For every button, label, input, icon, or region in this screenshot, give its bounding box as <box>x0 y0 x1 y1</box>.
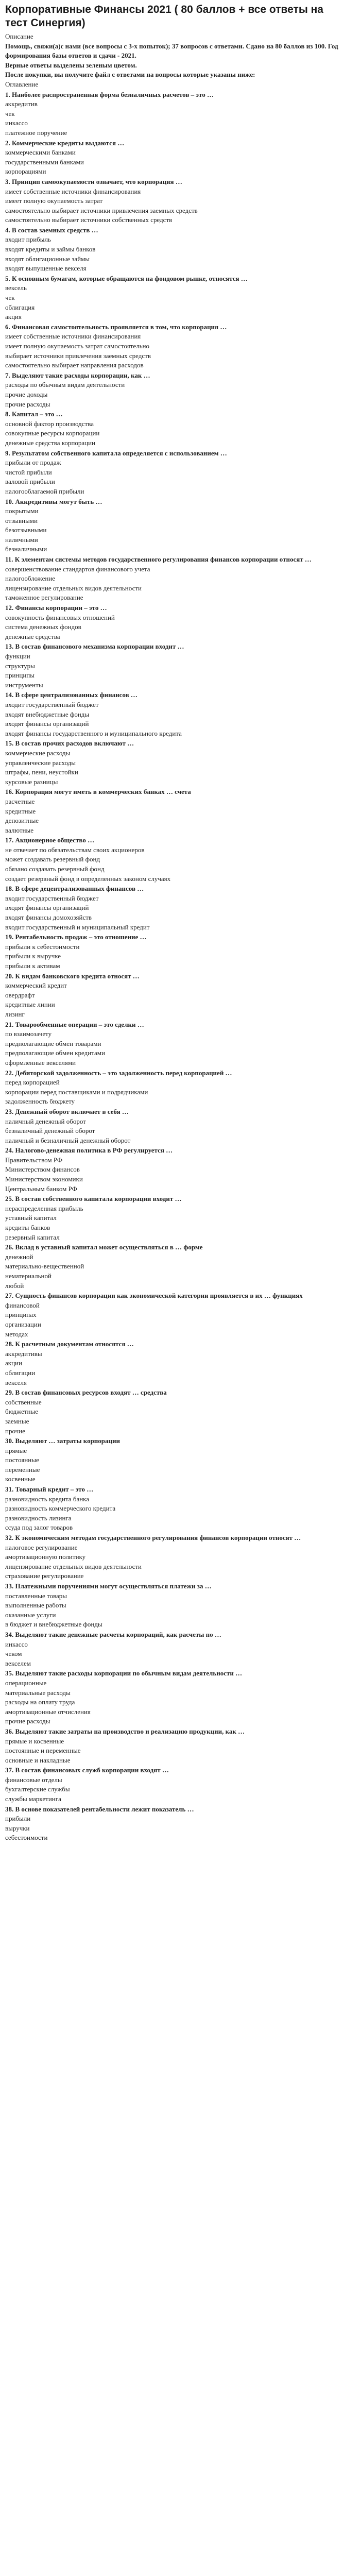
answer-option: задолженность бюджету <box>5 1097 75 1106</box>
question-text: 4. В состав заемных средств … <box>5 226 98 234</box>
answer-option: Министерством финансов <box>5 1165 80 1174</box>
question-text: 31. Товарный кредит – это … <box>5 1485 94 1494</box>
answer-option: безналичными <box>5 545 47 553</box>
answer-option: прибыли <box>5 1815 31 1823</box>
answer-option: управленческие расходы <box>5 758 76 767</box>
answer-option: входят финансы государственного и муниципального кредита <box>5 729 182 737</box>
answer-option: службы маркетинга <box>5 1795 61 1803</box>
question-text: 3. Принцип самоокупаемости означает, что корпорация … <box>5 177 182 185</box>
answer-option: входят внебюджетные фонды <box>5 710 90 718</box>
question-text: 28. К расчетным документам относятся … <box>5 1340 134 1348</box>
question-text: 23. Денежный оборот включает в себя … <box>5 1107 129 1115</box>
intro-line: После покупки, вы получите файл с ответами на вопросы которые указаны ниже: <box>5 71 255 79</box>
question-text: 37. В состав финансовых служб корпорации входят … <box>5 1766 169 1774</box>
question-text: 10. Аккредитивы могут быть … <box>5 497 102 505</box>
answer-option: наличный и безналичный денежный оборот <box>5 1136 131 1144</box>
answer-option: лицензирование отдельных видов деятельности <box>5 1562 142 1570</box>
question-block <box>5 226 346 274</box>
answer-option: инкассо <box>5 119 28 127</box>
question-block <box>5 1340 346 1387</box>
answer-option: система денежных фондов <box>5 623 81 631</box>
question-block <box>5 497 346 555</box>
answer-option: выполненные работы <box>5 1601 66 1609</box>
question-block <box>5 1766 346 1804</box>
answer-option: основной фактор производства <box>5 419 94 428</box>
answer-option: перед корпорацией <box>5 1078 60 1087</box>
answer-option: векселем <box>5 1659 31 1667</box>
answer-option: прочие <box>5 1427 25 1435</box>
question-block <box>5 836 346 884</box>
answer-option: выбирает источники привлечения заемных средств <box>5 351 151 360</box>
answer-option: векселя <box>5 1378 27 1386</box>
answer-option: самостоятельно выбирает источники привлечения заемных средств <box>5 206 198 214</box>
question-text: 16. Корпорация могут иметь в коммерческих банках … счета <box>5 788 191 796</box>
answer-option: депозитные <box>5 817 39 825</box>
answer-option: аккредитивы <box>5 1349 42 1358</box>
answer-option: ссуда под залог товаров <box>5 1523 73 1532</box>
answer-option: резервный капитал <box>5 1233 60 1241</box>
answer-option: прибыли к активам <box>5 962 60 970</box>
answer-option: совокупность финансовых отношений <box>5 613 115 621</box>
intro-section <box>5 32 346 90</box>
answer-option: предполагающие обмен кредитами <box>5 1049 105 1057</box>
question-text: 36. Выделяют такие затраты на производство и реализацию продукции, как … <box>5 1727 245 1735</box>
answer-option: расходы на оплату труда <box>5 1698 75 1706</box>
question-block <box>5 1243 346 1291</box>
answer-option: корпорациями <box>5 167 46 176</box>
answer-option: прибыли к себестоимости <box>5 942 80 951</box>
answer-option: бухгалтерские службы <box>5 1785 70 1793</box>
question-text: 24. Налогово-денежная политика в РФ регулируется … <box>5 1146 173 1155</box>
answer-option: прочие доходы <box>5 390 48 398</box>
answer-option: финансовой <box>5 1301 40 1309</box>
intro-line: Оглавление <box>5 80 39 88</box>
question-text: 11. К элементам системы методов государственного регулирования финансов корпорации относят … <box>5 555 312 564</box>
answer-option: безотзывными <box>5 526 47 534</box>
question-block <box>5 642 346 690</box>
answer-option: принципах <box>5 1311 37 1319</box>
answer-option: курсовые разницы <box>5 777 58 786</box>
answer-option: прочие расходы <box>5 1717 50 1725</box>
answer-option: таможенное регулирование <box>5 594 83 602</box>
answer-option: овердрафт <box>5 991 35 999</box>
question-text: 20. К видам банковского кредита относят … <box>5 972 140 980</box>
question-block <box>5 1669 346 1726</box>
question-text: 12. Финансы корпорации – это … <box>5 604 107 612</box>
answer-option: входят облигационные займы <box>5 255 90 263</box>
answer-option: оказанные услуги <box>5 1611 56 1619</box>
questions-section <box>5 90 346 1843</box>
answer-option: валовой прибыли <box>5 478 55 486</box>
question-text: 5. К основным бумагам, которые обращаются на фондовом рынке, относятся … <box>5 274 248 282</box>
question-text: 22. Дебиторской задолженность – это задолженность перед корпорацией … <box>5 1069 232 1077</box>
answer-option: выручки <box>5 1824 30 1832</box>
answer-option: денежные средства <box>5 632 60 640</box>
answer-option: вексель <box>5 284 27 292</box>
question-text: 32. К экономическим методам государственного регулирования финансов корпорации относят … <box>5 1534 301 1542</box>
answer-option: входит прибыль <box>5 235 51 244</box>
answer-option: расчетные <box>5 797 35 805</box>
answer-option: постоянные и переменные <box>5 1747 81 1755</box>
answer-option: Правительством РФ <box>5 1156 63 1164</box>
answer-option: себестоимости <box>5 1834 48 1842</box>
answer-option: совершенствование стандартов финансового учета <box>5 565 150 573</box>
question-block <box>5 1436 346 1484</box>
answer-option: прибыли от продаж <box>5 459 61 467</box>
answer-option: лицензирование отдельных видов деятельности <box>5 584 142 592</box>
question-block <box>5 274 346 322</box>
answer-option: акция <box>5 313 22 321</box>
answer-option: инструменты <box>5 681 43 689</box>
answer-option: безналичный денежный оборот <box>5 1127 95 1135</box>
answer-option: косвенные <box>5 1475 36 1483</box>
answer-option: входят финансы домохозяйств <box>5 913 92 922</box>
answer-option: наличными <box>5 535 38 544</box>
question-text: 13. В состав финансового механизма корпорации входит … <box>5 642 184 651</box>
answer-option: структуры <box>5 662 35 670</box>
answer-option: по взаимозачету <box>5 1030 52 1038</box>
answer-option: Центральным банком РФ <box>5 1184 77 1193</box>
answer-option: прочие расходы <box>5 400 50 408</box>
answer-option: материально-вещественной <box>5 1262 84 1270</box>
answer-option: коммерческий кредит <box>5 981 67 990</box>
question-text: 15. В состав прочих расходов включают … <box>5 739 134 748</box>
answer-option: имеет собственные источники финансирования <box>5 187 141 195</box>
question-block <box>5 90 346 138</box>
intro-line: Верные ответы выделены зеленым цветом. <box>5 61 137 69</box>
answer-option: обязано создавать резервный фонд <box>5 865 105 873</box>
answer-option: нераспределенная прибыль <box>5 1204 83 1212</box>
question-block <box>5 449 346 497</box>
answer-option: материальные расходы <box>5 1688 71 1697</box>
answer-option: организации <box>5 1320 41 1328</box>
answer-option: прибыли к выручке <box>5 952 61 960</box>
answer-option: чистой прибыли <box>5 468 52 476</box>
answer-option: кредиты банков <box>5 1224 50 1232</box>
question-text: 2. Коммерческие кредиты выдаются … <box>5 139 125 147</box>
answer-option: акции <box>5 1359 22 1367</box>
question-block <box>5 1020 346 1068</box>
answer-option: инкассо <box>5 1640 28 1648</box>
answer-option: принципы <box>5 671 35 680</box>
answer-option: кредитные линии <box>5 1001 55 1009</box>
question-block <box>5 972 346 1020</box>
answer-option: собственные <box>5 1398 42 1406</box>
answer-option: денежной <box>5 1252 33 1261</box>
answer-option: валютные <box>5 826 34 834</box>
answer-option: прямые <box>5 1446 27 1454</box>
answer-option: основные и накладные <box>5 1756 71 1764</box>
question-block <box>5 177 346 225</box>
answer-option: прямые и косвенные <box>5 1737 64 1745</box>
answer-option: финансовые отделы <box>5 1775 62 1784</box>
answer-option: расходы по обычным видам деятельности <box>5 381 125 389</box>
answer-option: амортизационную политику <box>5 1553 86 1561</box>
answer-option: штрафы, пени, неустойки <box>5 768 78 776</box>
question-text: 29. В состав финансовых ресурсов входят … средства <box>5 1388 167 1397</box>
intro-line: Помощь, свяжи(а)с нами (все вопросы с 3-х попыток); 37 вопросов с ответами. Сдано на 80 баллов из 100. Год формирования базы ответов и сдачи - 2021. <box>5 42 338 60</box>
question-text: 14. В сфере централизованных финансов … <box>5 691 137 699</box>
answer-option: предполагающие обмен товарами <box>5 1039 101 1047</box>
answer-option: коммерческие расходы <box>5 749 71 757</box>
question-block <box>5 1146 346 1194</box>
question-text: 6. Финансовая самостоятельность проявляется в том, что корпорация … <box>5 323 227 331</box>
question-text: 35. Выделяют такие расходы корпорации по обычным видам деятельности … <box>5 1669 243 1677</box>
answer-option: совокупные ресурсы корпорации <box>5 429 100 437</box>
answer-option: Министерством экономики <box>5 1175 83 1183</box>
question-block <box>5 1069 346 1107</box>
answer-option: самостоятельно выбирает направления расходов <box>5 361 144 369</box>
answer-option: налогообложение <box>5 574 56 583</box>
answer-option: страхование регулирование <box>5 1572 84 1580</box>
question-text: 25. В состав собственного капитала корпорации входит … <box>5 1195 182 1203</box>
answer-option: постоянные <box>5 1456 39 1464</box>
question-text: 30. Выделяют … затраты корпорации <box>5 1437 120 1445</box>
answer-option: корпорации перед поставщиками и подрядчиками <box>5 1088 148 1096</box>
question-text: 27. Сущность финансов корпорации как экономической категории проявляется в их … функциях <box>5 1292 303 1300</box>
answer-option: имеет полную окупаемость затрат <box>5 197 103 205</box>
answer-option: методах <box>5 1330 28 1338</box>
answer-option: амортизационные отчисления <box>5 1707 91 1716</box>
answer-option: покрытыми <box>5 507 39 515</box>
question-block <box>5 739 346 787</box>
answer-option: заемные <box>5 1417 29 1425</box>
answer-option: функции <box>5 652 30 660</box>
answer-option: переменные <box>5 1465 40 1473</box>
question-block <box>5 555 346 603</box>
answer-option: отзывными <box>5 516 38 524</box>
answer-option: создает резервный фонд в определенных законом случаях <box>5 874 171 883</box>
answer-option: разновидность коммерческого кредита <box>5 1504 116 1513</box>
answer-option: лизинг <box>5 1010 25 1018</box>
question-block <box>5 1194 346 1242</box>
answer-option: входит государственный бюджет <box>5 700 99 708</box>
question-text: 21. Товарообменные операции – это сделки … <box>5 1020 144 1028</box>
question-block <box>5 323 346 370</box>
answer-option: наличный денежный оборот <box>5 1117 86 1125</box>
question-block <box>5 1630 346 1668</box>
answer-option: самостоятельно выбирает источники собственных средств <box>5 216 173 224</box>
answer-option: входит государственный и муниципальный кредит <box>5 923 150 931</box>
answer-option: аккредитив <box>5 100 38 108</box>
question-block <box>5 410 346 448</box>
question-text: 1. Наиболее распространенная форма безналичных расчетов – это … <box>5 90 214 98</box>
question-text: 9. Результатом собственного капитала определяется с использованием … <box>5 449 227 457</box>
question-block <box>5 1805 346 1843</box>
question-text: 34. Выделяют такие денежные расчеты корпораций, как расчеты по … <box>5 1630 221 1638</box>
answer-option: чеком <box>5 1650 22 1658</box>
answer-option: операционные <box>5 1679 47 1687</box>
question-block <box>5 1485 346 1533</box>
answer-option: платежное поручение <box>5 128 67 137</box>
answer-option: имеет собственные источники финансирования <box>5 332 141 341</box>
question-text: 19. Рентабельность продаж – это отношение … <box>5 933 147 941</box>
question-block <box>5 690 346 738</box>
question-text: 17. Акционерное общество … <box>5 836 95 844</box>
answer-option: поставленные товары <box>5 1591 67 1600</box>
question-block <box>5 371 346 409</box>
question-text: 38. В основе показателей рентабельности лежит показатель … <box>5 1805 194 1813</box>
answer-option: государственными банками <box>5 158 84 166</box>
answer-option: входят финансы организаций <box>5 904 89 912</box>
question-text: 26. Вклад в уставный капитал может осуществляться в … форме <box>5 1243 203 1251</box>
answer-option: налогооблагаемой прибыли <box>5 487 84 495</box>
question-block <box>5 1388 346 1436</box>
answer-option: бюджетные <box>5 1408 39 1416</box>
question-block <box>5 884 346 932</box>
answer-option: входят кредиты и займы банков <box>5 245 96 253</box>
answer-option: разновидность кредита банка <box>5 1495 90 1503</box>
answer-option: чек <box>5 294 15 302</box>
answer-option: может создавать резервный фонд <box>5 855 100 863</box>
answer-option: имеет полную окупаемость затрат самостоятельно <box>5 342 150 350</box>
question-block <box>5 1533 346 1581</box>
answer-option: входит государственный бюджет <box>5 894 99 902</box>
answer-option: входят финансы организаций <box>5 720 89 728</box>
answer-option: входят выпущенные векселя <box>5 264 87 273</box>
question-text: 33. Платежными поручениями могут осуществляться платежи за … <box>5 1582 212 1590</box>
question-block <box>5 787 346 835</box>
question-block <box>5 1107 346 1145</box>
answer-option: оформленные векселями <box>5 1058 76 1066</box>
answer-option: коммерческими банками <box>5 148 76 157</box>
question-block <box>5 1727 346 1765</box>
intro-line: Описание <box>5 32 33 40</box>
answer-option: чек <box>5 109 15 117</box>
answer-option: кредитные <box>5 807 36 815</box>
question-text: 18. В сфере децентрализованных финансов … <box>5 885 144 893</box>
answer-option: разновидность лизинга <box>5 1514 72 1522</box>
answer-option: облигации <box>5 1368 36 1377</box>
question-block <box>5 1291 346 1339</box>
answer-option: уставный капитал <box>5 1214 57 1222</box>
question-block <box>5 1582 346 1630</box>
question-block <box>5 139 346 177</box>
question-block <box>5 933 346 971</box>
answer-option: облигация <box>5 303 35 311</box>
answer-option: денежные средства корпорации <box>5 438 95 447</box>
answer-option: налоговое регулирование <box>5 1543 78 1551</box>
question-block <box>5 603 346 641</box>
answer-option: нематериальной <box>5 1272 51 1280</box>
page-title: Корпоративные Финансы 2021 ( 80 баллов + все ответы на тест Синергия) <box>5 4 323 29</box>
question-text: 7. Выделяют такие расходы корпорации, как … <box>5 371 150 379</box>
answer-option: любой <box>5 1281 24 1290</box>
answer-option: не отвечает по обязательствам своих акционеров <box>5 845 145 854</box>
question-text: 8. Капитал – это … <box>5 410 63 418</box>
answer-option: в бюджет и внебюджетные фонды <box>5 1620 102 1629</box>
